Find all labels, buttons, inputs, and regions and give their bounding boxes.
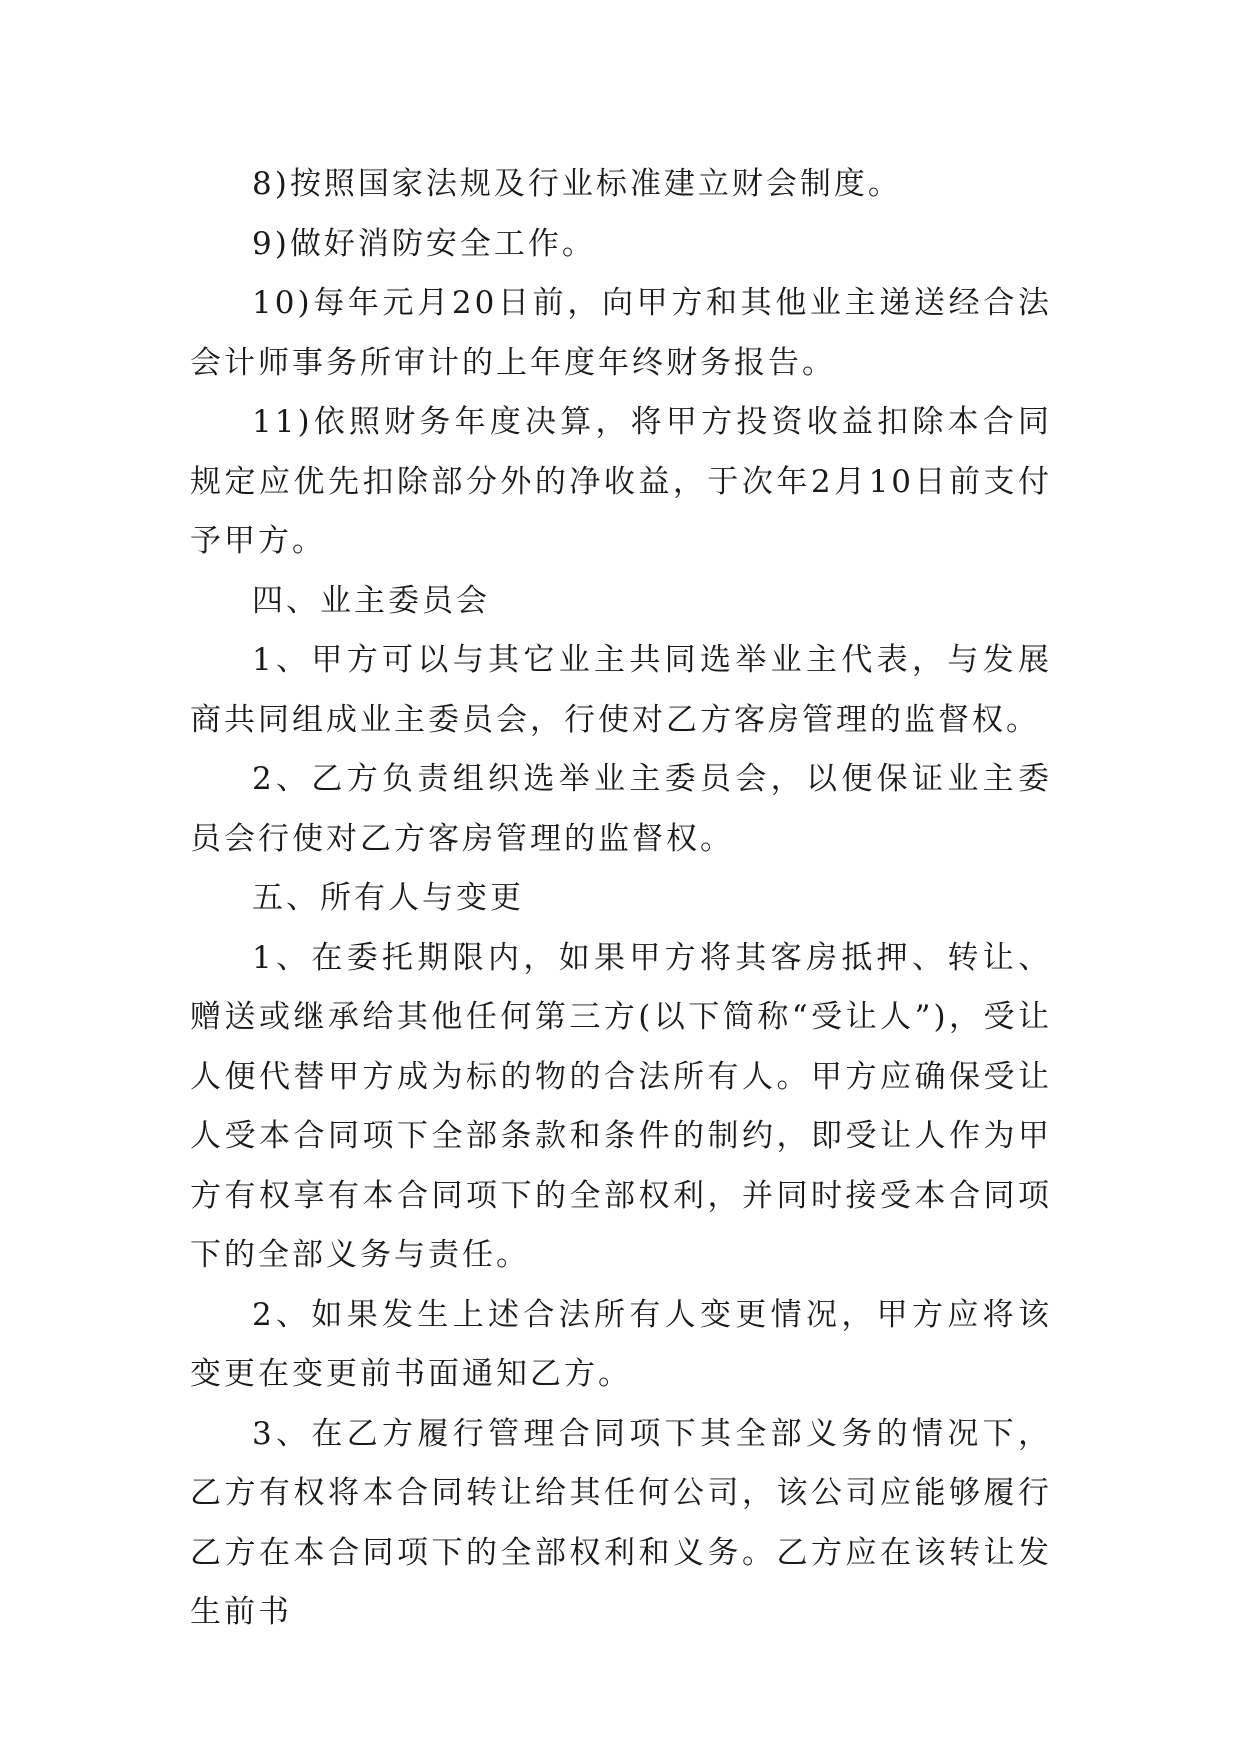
paragraph-item-8: 8)按照国家法规及行业标准建立财会制度。	[252, 166, 902, 202]
paragraph-committee-1: 1、甲方可以与其它业主共同选举业主代表，与发展商共同组成业主委员会，行使对乙方客房管理的监督权。	[190, 642, 1052, 738]
section-heading-owners-committee: 四、业主委员会	[252, 582, 490, 619]
paragraph-item-10: 10)每年元月20日前，向甲方和其他业主递送经合法会计师事务所审计的上年度年终财务报告。	[190, 285, 1052, 381]
paragraph-item-9: 9)做好消防安全工作。	[252, 225, 596, 262]
document-body	[190, 155, 1052, 1643]
paragraph-item-11: 11)依照财务年度决算，将甲方投资收益扣除本合同规定应优先扣除部分外的净收益，于次年2月10日前支付予甲方。	[190, 404, 1052, 559]
section-heading-owner-change: 五、所有人与变更	[252, 880, 524, 916]
paragraph-change-1: 1、在委托期限内，如果甲方将其客房抵押、转让、赠送或继承给其他任何第三方(以下简称“受让人”)，受让人便代替甲方成为标的物的合法所有人。甲方应确保受让人受本合同项下全部条款和条件的制约，即受让人作为甲方有权享有本合同项下的全部权利，并同时接受本合同项下的全部义务与责任。	[190, 939, 1052, 1273]
paragraph-committee-2: 2、乙方负责组织选举业主委员会，以便保证业主委员会行使对乙方客房管理的监督权。	[190, 761, 1052, 857]
paragraph-change-3: 3、在乙方履行管理合同项下其全部义务的情况下，乙方有权将本合同转让给其任何公司，该公司应能够履行乙方在本合同项下的全部权利和义务。乙方应在该转让发生前书	[190, 1415, 1052, 1630]
paragraph-change-2: 2、如果发生上述合法所有人变更情况，甲方应将该变更在变更前书面通知乙方。	[190, 1296, 1052, 1392]
